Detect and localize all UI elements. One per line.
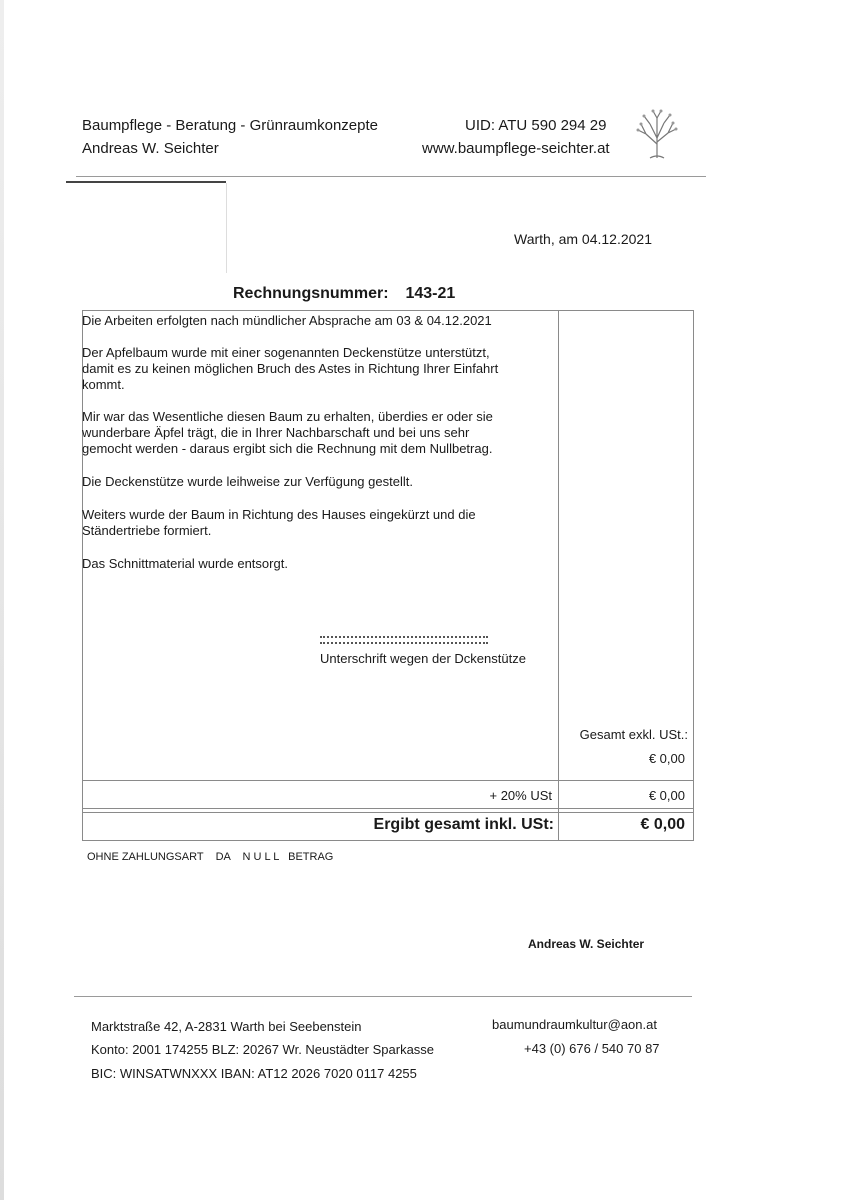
signer-name: Andreas W. Seichter bbox=[528, 937, 645, 951]
footer-phone: +43 (0) 676 / 540 70 87 bbox=[524, 1041, 660, 1056]
signature-line bbox=[320, 636, 488, 644]
text-line: Mir war das Wesentliche diesen Baum zu erhalten, überdies er oder sie bbox=[82, 409, 493, 424]
table-vat-line-double bbox=[82, 812, 694, 813]
body-paragraph-3 bbox=[82, 409, 552, 457]
company-owner: Andreas W. Seichter bbox=[82, 140, 219, 157]
company-tagline: Baumpflege - Beratung - Grünraumkonzepte bbox=[82, 117, 378, 134]
table-subtotal-line bbox=[82, 780, 694, 781]
footer-address: Marktstraße 42, A-2831 Warth bei Seebenstein bbox=[91, 1019, 362, 1034]
invoice-date: Warth, am 04.12.2021 bbox=[514, 231, 653, 247]
table-vat-line bbox=[82, 808, 694, 809]
text-line: wunderbare Äpfel trägt, die in Ihrer Nachbarschaft und bei uns sehr bbox=[82, 425, 470, 440]
net-total-value: € 0,00 bbox=[648, 751, 685, 766]
vat-value: € 0,00 bbox=[648, 788, 685, 803]
footer-account: Konto: 2001 174255 BLZ: 20267 Wr. Neustädter Sparkasse bbox=[91, 1042, 435, 1057]
tree-icon bbox=[632, 106, 682, 160]
body-paragraph-4: Die Deckenstütze wurde leihweise zur Verfügung gestellt. bbox=[82, 474, 413, 489]
header-divider bbox=[76, 176, 706, 177]
invoice-number: 143-21 bbox=[405, 285, 456, 302]
net-total-label: Gesamt exkl. USt.: bbox=[579, 727, 688, 742]
text-line: kommt. bbox=[82, 377, 125, 392]
invoice-number-label: Rechnungsnummer: bbox=[233, 285, 389, 302]
body-paragraph-2 bbox=[82, 345, 552, 393]
footer-bank-ids: BIC: WINSATWNXXX IBAN: AT12 2026 7020 0117 4255 bbox=[91, 1066, 417, 1081]
vat-label: + 20% USt bbox=[489, 788, 552, 803]
signature-label: Unterschrift wegen der Dckenstütze bbox=[320, 651, 526, 666]
text-line: Weiters wurde der Baum in Richtung des Hauses eingekürzt und die bbox=[82, 507, 476, 522]
text-line: gemocht werden - daraus ergibt sich die Rechnung mit dem Nullbetrag. bbox=[82, 441, 493, 456]
scan-edge bbox=[0, 0, 4, 1200]
footer-email: baumundraumkultur@aon.at bbox=[492, 1017, 657, 1032]
table-bottom-border bbox=[82, 840, 694, 841]
text-line: damit es zu keinen möglichen Bruch des Astes in Richtung Ihrer Einfahrt bbox=[82, 361, 499, 376]
table-right-border bbox=[693, 310, 694, 841]
address-redaction-edge bbox=[226, 183, 227, 273]
body-paragraph-1: Die Arbeiten erfolgten nach mündlicher Absprache am 03 & 04.12.2021 bbox=[82, 313, 492, 328]
address-redaction-line bbox=[66, 181, 226, 183]
body-paragraph-6: Das Schnittmaterial wurde entsorgt. bbox=[82, 556, 288, 571]
uid-number: UID: ATU 590 294 29 bbox=[465, 117, 607, 134]
website: www.baumpflege-seichter.at bbox=[422, 140, 610, 157]
table-column-divider bbox=[558, 310, 559, 841]
body-paragraph-5 bbox=[82, 507, 552, 539]
invoice-title bbox=[233, 285, 455, 303]
text-line: Der Apfelbaum wurde mit einer sogenannten Deckenstütze unterstützt, bbox=[82, 345, 490, 360]
gross-total-value: € 0,00 bbox=[640, 816, 685, 833]
table-top-border bbox=[82, 310, 694, 311]
text-line: Ständertriebe formiert. bbox=[82, 523, 212, 538]
footer-divider bbox=[74, 996, 692, 997]
gross-total-label: Ergibt gesamt inkl. USt: bbox=[373, 816, 554, 833]
payment-note: OHNE ZAHLUNGSART DA N U L L BETRAG bbox=[87, 851, 334, 863]
